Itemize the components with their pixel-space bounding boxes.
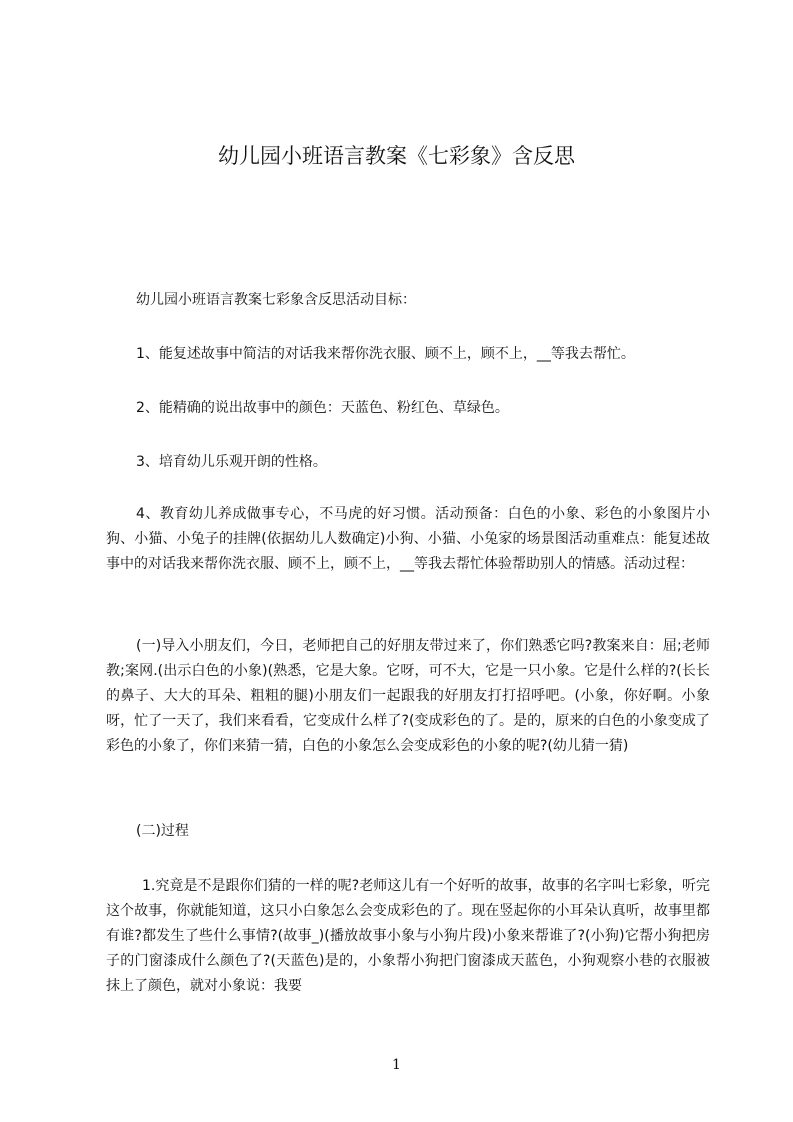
paragraph-process-heading: (二)过程 bbox=[136, 823, 189, 839]
paragraph-goal-3: 3、培育幼儿乐观开朗的性格。 bbox=[136, 454, 327, 470]
page-number: 1 bbox=[392, 1057, 401, 1073]
paragraph-process-step-1: 1.究竟是不是跟你们猜的一样的呢?老师这儿有一个好听的故事，故事的名字叫七彩象，听完这个故事，你就能知道，这只小白象怎么会变成彩色的了。现在竖起你的小耳朵认真听，故事里都有谁?都发生了些什么事情?(故事_)(播放故事小象与小狗片段)小象来帮谁了?(小狗)它帮小狗把房子的门窗漆成什么颜色了?(天蓝色)是的，小象帮小狗把门窗漆成天蓝色，小狗观察小巷的衣服被抹上了颜色，就对小象说：我要 bbox=[106, 878, 710, 994]
paragraph-introduction: (一)导入小朋友们，今日，老师把自己的好朋友带过来了，你们熟悉它吗?教案来自：屈;老师教;案网.(出示白色的小象)(熟悉，它是大象。它呀，可不大，它是一只小象。它是什么样的?(长长的鼻子、大大的耳朵、粗粗的腿)小朋友们一起跟我的好朋友打打招呼吧。(小象，你好啊。小象呀，忙了一天了，我们来看看，它变成什么样了?(变成彩色的了。是的，原来的白色的小象变成了彩色的小象了，你们来猜一猜，白色的小象怎么会变成彩色的小象的呢?(幼儿猜一猜) bbox=[106, 638, 710, 754]
paragraph-goal-1: 1、能复述故事中简洁的对话我来帮你洗衣服、顾不上，顾不上，__等我去帮忙。 bbox=[136, 346, 635, 362]
paragraph-objectives-heading: 幼儿园小班语言教案七彩象含反思活动目标： bbox=[136, 292, 416, 308]
paragraph-goal-4-preparation: 4、教育幼儿养成做事专心，不马虎的好习惯。活动预备：白色的小象、彩色的小象图片小狗、小猫、小兔子的挂牌(依据幼儿人数确定)小狗、小猫、小兔家的场景图活动重难点：能复述故事中的对话我来帮你洗衣服、顾不上，顾不上，__等我去帮忙体验帮助别人的情感。活动过程： bbox=[106, 506, 710, 572]
paragraph-goal-2: 2、能精确的说出故事中的颜色：天蓝色、粉红色、草绿色。 bbox=[136, 400, 509, 416]
page-title: 幼儿园小班语言教案《七彩象》含反思 bbox=[218, 144, 575, 168]
